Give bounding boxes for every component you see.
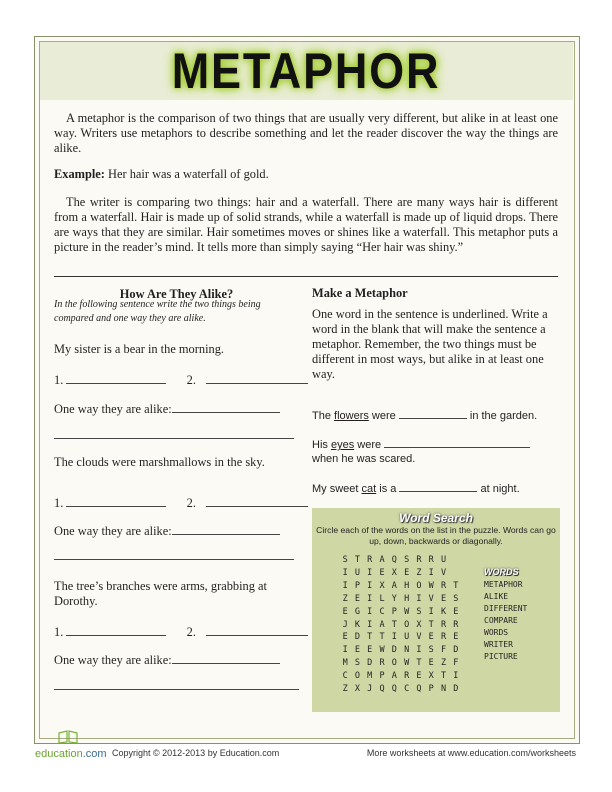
word-list-item: ALIKE	[484, 592, 509, 601]
grid-letter[interactable]: E	[379, 567, 385, 578]
s1-mid: were	[368, 410, 399, 422]
grid-letter[interactable]: E	[354, 645, 360, 656]
grid-letter[interactable]: E	[342, 632, 348, 643]
s2-mid: were	[354, 439, 385, 451]
grid-letter[interactable]: Z	[416, 567, 422, 578]
s3-blank[interactable]	[399, 481, 477, 492]
item-2-blank-1[interactable]	[66, 494, 166, 507]
grid-letter[interactable]: R	[440, 632, 447, 643]
grid-letter[interactable]: E	[440, 593, 447, 604]
grid-letter[interactable]: H	[404, 580, 410, 591]
grid-letter[interactable]: I	[367, 567, 373, 578]
grid-row	[339, 645, 462, 658]
grid-letter[interactable]: U	[354, 567, 360, 578]
grid-letter[interactable]: W	[379, 645, 385, 656]
grid-letter[interactable]: R	[453, 619, 459, 630]
grid-letter[interactable]: A	[391, 580, 397, 591]
item-2-sentence: The clouds were marshmallows in the sky.	[54, 455, 265, 469]
grid-row	[339, 632, 462, 645]
metaphor-sentence-3	[312, 481, 562, 496]
grid-letter[interactable]: Q	[391, 684, 397, 694]
logo-main: education	[35, 748, 83, 760]
grid-row	[339, 658, 462, 671]
grid-letter[interactable]: R	[416, 555, 422, 565]
grid-letter[interactable]: Z	[440, 658, 447, 669]
num-2: 2.	[186, 373, 196, 387]
item-1-one-way	[54, 400, 280, 417]
grid-letter[interactable]: D	[391, 645, 397, 656]
grid-letter[interactable]: E	[354, 593, 360, 604]
s2-post: when he was scared.	[312, 453, 416, 465]
grid-letter[interactable]: D	[367, 658, 373, 669]
grid-letter[interactable]: L	[379, 593, 385, 604]
grid-letter[interactable]: W	[428, 580, 434, 591]
s1-blank[interactable]	[399, 408, 467, 419]
item-3-one-way	[54, 651, 280, 668]
num-1: 1.	[54, 373, 64, 387]
item-1-sentence: My sister is a bear in the morning.	[54, 342, 224, 356]
right-heading: Make a Metaphor	[312, 286, 408, 300]
grid-letter[interactable]: E	[428, 658, 434, 669]
page-title: METAPHOR	[171, 43, 441, 99]
s1-word: flowers	[334, 410, 369, 422]
grid-letter[interactable]: F	[453, 658, 459, 669]
grid-letter[interactable]: O	[354, 671, 360, 682]
word-search-instructions: Circle each of the words on the list in the puzzle. Words can go up, down, backwards or diagonally.	[316, 525, 556, 546]
item-1-one-way-blank[interactable]	[172, 400, 280, 413]
grid-letter[interactable]: T	[428, 619, 434, 630]
example-line	[54, 167, 558, 182]
grid-letter[interactable]: R	[428, 555, 434, 565]
grid-letter[interactable]: O	[391, 658, 397, 669]
item-3-one-way-blank[interactable]	[172, 651, 280, 664]
grid-letter[interactable]: P	[354, 580, 360, 591]
grid-letter[interactable]: Q	[391, 555, 397, 565]
grid-letter[interactable]: V	[416, 632, 422, 643]
grid-letter[interactable]: I	[391, 632, 397, 643]
example-text: Her hair was a waterfall of gold.	[104, 167, 269, 181]
grid-letter[interactable]: Z	[342, 593, 348, 604]
word-list-item: WRITER	[484, 640, 513, 649]
grid-letter[interactable]: E	[367, 645, 373, 656]
grid-letter[interactable]: X	[416, 619, 422, 630]
item-2-one-way	[54, 522, 280, 539]
grid-letter[interactable]: Z	[342, 684, 348, 694]
grid-letter[interactable]: R	[440, 619, 447, 630]
grid-letter[interactable]: I	[367, 619, 373, 630]
item-3-blank-2[interactable]	[206, 623, 308, 636]
s2-word: eyes	[330, 439, 355, 451]
word-list-item: DIFFERENT	[484, 604, 528, 613]
grid-letter[interactable]: F	[440, 645, 447, 656]
grid-letter[interactable]: J	[367, 684, 373, 694]
grid-letter[interactable]: X	[379, 580, 385, 591]
grid-letter[interactable]: I	[453, 671, 459, 682]
grid-letter[interactable]: D	[453, 645, 459, 656]
grid-letter[interactable]: U	[440, 555, 447, 565]
grid-letter[interactable]: X	[354, 684, 360, 694]
right-instructions: One word in the sentence is underlined. Write a word in the blank that will make the sentence a metaphor. Remember, the two things must be different in most ways, but alike in at least one way.	[312, 307, 548, 381]
num-2: 2.	[186, 496, 196, 510]
item-2-answer-line[interactable]	[54, 559, 294, 560]
grid-letter[interactable]: Y	[391, 593, 397, 604]
book-logo-icon	[58, 730, 78, 744]
explanation-text: The writer is comparing two things: hair and a waterfall. There are many ways hair is different from a waterfall. Hair is made up of solid strands, while a waterfall is made up of liquid drops. There are ways that they are similar. Hair sometimes moves or shines like a waterfall. This metaphor puts a picture in the reader’s mind. It tells more than simply saying “Her hair was shiny.”	[54, 195, 558, 254]
word-list-item: WORDS	[484, 628, 509, 637]
grid-letter[interactable]: J	[342, 619, 348, 630]
grid-letter[interactable]: M	[367, 671, 373, 682]
grid-letter[interactable]: N	[440, 684, 447, 694]
grid-letter[interactable]: N	[404, 645, 410, 656]
grid-letter[interactable]: P	[379, 671, 385, 682]
word-list-item: PICTURE	[484, 652, 518, 661]
grid-letter[interactable]: X	[391, 567, 397, 578]
more-worksheets-link[interactable]: More worksheets at www.education.com/worksheets	[366, 748, 576, 758]
word-search-title: Word Search	[399, 511, 473, 525]
grid-letter[interactable]: R	[379, 658, 385, 669]
item-3-sentence: The tree’s branches were arms, grabbing at Dorothy.	[54, 579, 267, 608]
intro-paragraph	[54, 111, 558, 156]
grid-row	[339, 594, 462, 607]
metaphor-sentence-2	[312, 437, 562, 466]
grid-letter[interactable]: C	[379, 606, 385, 617]
grid-letter[interactable]: A	[379, 619, 385, 630]
grid-letter[interactable]: I	[428, 567, 434, 578]
grid-letter[interactable]: I	[342, 567, 348, 578]
s2-blank[interactable]	[384, 437, 530, 448]
num-2: 2.	[186, 625, 196, 639]
grid-letter[interactable]: S	[354, 658, 360, 669]
grid-letter[interactable]: P	[391, 606, 397, 617]
word-list-item: COMPARE	[484, 616, 518, 625]
item-2-one-way-blank[interactable]	[172, 522, 280, 535]
grid-row	[339, 581, 462, 594]
grid-row	[339, 568, 450, 581]
grid-row	[339, 671, 462, 684]
grid-letter[interactable]: A	[391, 671, 397, 682]
grid-letter[interactable]: V	[428, 593, 434, 604]
grid-letter[interactable]: H	[404, 593, 410, 604]
left-instructions: In the following sentence write the two things being compared and one way they are alike.	[54, 299, 261, 324]
grid-letter[interactable]: T	[453, 580, 459, 591]
example-label: Example:	[54, 167, 105, 181]
s3-mid: is a	[376, 483, 400, 495]
grid-letter[interactable]: A	[379, 555, 385, 565]
grid-letter[interactable]: K	[354, 619, 360, 630]
grid-row	[339, 607, 462, 620]
grid-letter[interactable]: V	[440, 567, 447, 578]
education-logo[interactable]	[35, 748, 107, 760]
item-1-blank-2[interactable]	[206, 371, 308, 384]
grid-letter[interactable]: I	[428, 606, 434, 617]
grid-letter[interactable]: I	[416, 645, 422, 656]
item-2-blank-2[interactable]	[206, 494, 308, 507]
grid-letter[interactable]: W	[404, 658, 410, 669]
grid-letter[interactable]: I	[342, 645, 348, 656]
grid-letter[interactable]: I	[367, 593, 373, 604]
left-heading: How Are They Alike?	[119, 287, 234, 301]
item-2-answers	[54, 494, 308, 511]
grid-letter[interactable]: T	[416, 658, 422, 669]
s2-pre: His	[312, 439, 331, 451]
num-1: 1.	[54, 496, 64, 510]
s1-post: in the garden.	[466, 410, 538, 422]
grid-letter[interactable]: S	[342, 555, 348, 565]
grid-letter[interactable]: D	[354, 632, 360, 643]
grid-letter[interactable]: X	[428, 671, 434, 682]
grid-letter[interactable]: R	[440, 580, 447, 591]
grid-letter[interactable]: T	[354, 555, 360, 565]
grid-letter[interactable]: I	[342, 580, 348, 591]
grid-letter[interactable]: T	[367, 632, 373, 643]
one-way-label: One way they are alike:	[54, 402, 172, 416]
grid-letter[interactable]: R	[367, 555, 373, 565]
metaphor-sentence-1	[312, 408, 562, 423]
grid-row	[339, 555, 450, 568]
grid-letter[interactable]: I	[367, 606, 373, 617]
s3-word: cat	[361, 483, 377, 495]
grid-letter[interactable]: E	[453, 632, 459, 643]
intro-text: A metaphor is the comparison of two things that are usually very different, but alike in at least one way. Writers use metaphors to describe something and let the reader discover the way the things are alike.	[54, 111, 558, 155]
item-3-blank-1[interactable]	[66, 623, 166, 636]
grid-letter[interactable]: I	[416, 593, 422, 604]
grid-letter[interactable]: Q	[379, 684, 385, 694]
grid-row	[339, 684, 462, 697]
grid-letter[interactable]: G	[354, 606, 360, 617]
grid-letter[interactable]: E	[416, 671, 422, 682]
copyright: Copyright © 2012-2013 by Education.com	[112, 748, 280, 758]
s1-pre: The	[312, 410, 335, 422]
grid-letter[interactable]: E	[428, 632, 434, 643]
item-1-answer-line[interactable]	[54, 438, 294, 439]
logo-com: .com	[82, 748, 107, 760]
item-3-answers	[54, 623, 308, 640]
grid-letter[interactable]: D	[453, 684, 459, 694]
grid-letter[interactable]: S	[404, 555, 410, 565]
grid-letter[interactable]: T	[440, 671, 447, 682]
one-way-label: One way they are alike:	[54, 524, 172, 538]
grid-letter[interactable]: Q	[416, 684, 422, 694]
grid-letter[interactable]: O	[404, 619, 410, 630]
grid-letter[interactable]: C	[342, 671, 348, 682]
grid-letter[interactable]: E	[453, 606, 459, 617]
grid-letter[interactable]: M	[342, 658, 348, 669]
item-3-answer-line[interactable]	[54, 689, 299, 690]
grid-letter[interactable]: E	[342, 606, 348, 617]
explanation-paragraph	[54, 195, 558, 255]
grid-letter[interactable]: R	[404, 671, 410, 682]
item-1-blank-1[interactable]	[66, 371, 166, 384]
grid-row	[339, 620, 462, 633]
grid-letter[interactable]: S	[453, 593, 459, 604]
grid-letter[interactable]: C	[404, 684, 410, 694]
grid-letter[interactable]: S	[416, 606, 422, 617]
word-list-item: METAPHOR	[484, 580, 523, 589]
grid-letter[interactable]: O	[416, 580, 422, 591]
grid-letter[interactable]: S	[428, 645, 434, 656]
grid-letter[interactable]: U	[404, 632, 410, 643]
grid-letter[interactable]: T	[379, 632, 385, 643]
grid-letter[interactable]: W	[404, 606, 410, 617]
one-way-label: One way they are alike:	[54, 653, 172, 667]
grid-letter[interactable]: P	[428, 684, 434, 694]
s3-pre: My sweet	[312, 483, 362, 495]
grid-letter[interactable]: K	[440, 606, 447, 617]
words-heading: WORDS	[484, 567, 519, 577]
grid-letter[interactable]: T	[391, 619, 397, 630]
s3-post: at night.	[477, 483, 520, 495]
grid-letter[interactable]: E	[404, 567, 410, 578]
num-1: 1.	[54, 625, 64, 639]
item-1-answers	[54, 371, 308, 388]
section-divider	[54, 276, 558, 277]
grid-letter[interactable]: I	[367, 580, 373, 591]
